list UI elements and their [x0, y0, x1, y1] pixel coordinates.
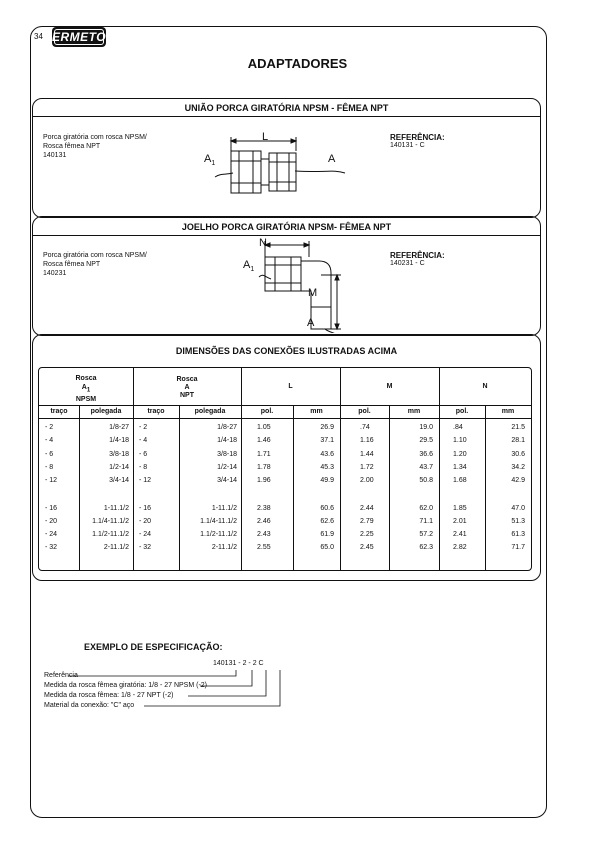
table-cell: 1.1/4-11.1/2: [200, 517, 237, 525]
table-cell: 1/4-18: [217, 437, 237, 445]
table-cell: 30.6: [511, 450, 525, 458]
table-cell: - 20: [139, 517, 152, 525]
table-cell: 71.7: [511, 544, 525, 552]
section-joelho: [32, 216, 541, 336]
table-cell: 21.5: [511, 424, 525, 431]
table-cell: 2-11.1/2: [211, 544, 237, 552]
table-cell: 62.0: [419, 504, 433, 512]
table-cell: 42.9: [511, 477, 525, 485]
table-cell: 19.0: [419, 424, 433, 431]
table-cell: 2.45: [360, 544, 374, 552]
table-cell: 1.1/4-11.1/2: [92, 517, 129, 525]
table-cell: - 12: [45, 477, 58, 485]
table-cell: - 4: [139, 437, 148, 445]
table-cell: 2.79: [360, 517, 374, 525]
header-n: N: [482, 383, 488, 390]
dimensions-table: [38, 367, 532, 571]
header-m: M: [386, 383, 393, 390]
table-cell: 2-11.1/2: [103, 544, 129, 552]
reference-label: REFERÊNCIA:: [390, 133, 445, 142]
table-cell: 2.00: [360, 477, 374, 485]
section-dimensoes-title: DIMENSÕES DAS CONEXÕES ILUSTRADAS ACIMA: [175, 346, 398, 356]
subheader-mm: mm: [310, 408, 323, 415]
table-cell: 1.85: [453, 504, 467, 512]
table-cell: 43.6: [320, 450, 334, 458]
section-uniao-reference: [390, 133, 445, 149]
dim-a-label: A: [307, 317, 315, 329]
table-cell: 1.46: [257, 437, 271, 445]
table-cell: 61.9: [320, 531, 334, 539]
dim-a-label: A: [328, 153, 336, 165]
table-cell: - 2: [45, 424, 54, 431]
reference-value: 140131 - C: [390, 142, 425, 149]
table-cell: 34.2: [511, 463, 525, 471]
table-cell: 2.82: [453, 544, 467, 552]
table-cell: 2.46: [257, 517, 271, 525]
table-cell: - 32: [139, 544, 152, 552]
desc-line: 140131: [43, 152, 67, 159]
header-divider: [39, 418, 531, 419]
table-cell: 1.68: [453, 477, 467, 485]
table-cell: 61.3: [511, 531, 525, 539]
table-cell: 1.72: [360, 463, 374, 471]
example-line-material: Material da conexão: "C" aço: [44, 702, 135, 709]
table-cell: 1-11.1/2: [103, 504, 129, 512]
table-cell: - 20: [45, 517, 58, 525]
section-joelho-title: JOELHO PORCA GIRATÓRIA NPSM- FÊMEA NPT: [181, 222, 392, 232]
table-cell: 1/4-18: [109, 437, 129, 445]
example-line-female-thread: Medida da rosca fêmea: 1/8 - 27 NPT (-2): [44, 692, 174, 699]
reference-label: REFERÊNCIA:: [390, 251, 445, 260]
union-fitting-drawing: [193, 127, 373, 207]
section-joelho-reference: [390, 251, 445, 267]
example-code: 140131 - 2 - 2 C: [213, 660, 264, 667]
table-cell: 51.3: [511, 517, 525, 525]
subheader-mm: mm: [407, 408, 421, 415]
table-cell: 1.1/2-11.1/2: [200, 531, 237, 539]
subheader-polegada: polegada: [194, 408, 226, 415]
subheader-pol: pol.: [260, 408, 274, 415]
ermeto-logo: ERMETO: [52, 27, 106, 47]
table-cell: 60.6: [320, 504, 334, 512]
table-cell: 2.01: [453, 517, 467, 525]
table-cell: 1/8-27: [217, 424, 237, 431]
table-cell: 1.1/2-11.1/2: [92, 531, 129, 539]
table-cell: 2.41: [453, 531, 467, 539]
table-cell: 1.96: [257, 477, 271, 485]
desc-line: Porca giratória com rosca NPSM/: [43, 252, 147, 259]
header-rosca-a: Rosca A NPT: [176, 376, 198, 399]
table-cell: 1.16: [360, 437, 374, 445]
divider: [33, 235, 540, 236]
page-title: ADAPTADORES: [247, 56, 348, 71]
page-number: 34: [34, 32, 43, 41]
table-cell: 50.8: [419, 477, 433, 485]
table-cell: 3/8-18: [109, 450, 129, 458]
reference-value: 140231 - C: [390, 260, 425, 267]
desc-line: 140231: [43, 270, 67, 277]
table-cell: 2.43: [257, 531, 271, 539]
table-cell: 1.78: [257, 463, 271, 471]
table-cell: 2.55: [257, 544, 271, 552]
table-cell: - 8: [45, 463, 54, 471]
table-cell: .74: [360, 424, 370, 431]
table-cell: 2.38: [257, 504, 271, 512]
table-cell: 3/8-18: [217, 450, 237, 458]
dim-a1-label: $A_1$: [243, 259, 255, 274]
elbow-fitting-drawing: [213, 237, 373, 333]
table-cell: - 4: [45, 437, 54, 445]
table-cell: - 24: [139, 531, 152, 539]
table-cell: 1.05: [257, 424, 271, 431]
table-cell: 49.9: [320, 477, 334, 485]
table-cell: 36.6: [419, 450, 433, 458]
table-cell: 1-11.1/2: [211, 504, 237, 512]
table-cell: 26.9: [320, 424, 334, 431]
table-cell: 43.7: [419, 463, 433, 471]
dim-l-label: L: [262, 131, 269, 143]
table-cell: 29.5: [419, 437, 433, 445]
header-divider: [39, 405, 531, 406]
divider: [33, 116, 540, 117]
table-cell: 28.1: [511, 437, 525, 445]
table-cell: - 16: [45, 504, 58, 512]
table-cell: - 6: [139, 450, 148, 458]
table-cell: - 2: [139, 424, 148, 431]
table-cell: - 6: [45, 450, 54, 458]
table-cell: 1/2-14: [109, 463, 129, 471]
desc-line: Rosca fêmea NPT: [43, 143, 101, 150]
subheader-polegada: polegada: [90, 408, 122, 415]
subheader-pol: pol.: [358, 408, 371, 415]
table-cell: 2.25: [360, 531, 374, 539]
dim-a1-label: $A_1$: [204, 153, 216, 168]
table-cell: - 24: [45, 531, 58, 539]
subheader-mm: mm: [501, 408, 515, 415]
header-l: L: [288, 383, 293, 390]
table-cell: 37.1: [320, 437, 334, 445]
table-cell: 1.34: [453, 463, 467, 471]
table-cell: 1.10: [453, 437, 467, 445]
example-line-swivel-thread: Medida da rosca fêmea giratória: 1/8 - 27 NPSM (-2): [44, 682, 208, 689]
table-cell: 3/4-14: [109, 477, 129, 485]
table-cell: 45.3: [320, 463, 334, 471]
table-cell: - 8: [139, 463, 148, 471]
dim-m-label: M: [308, 287, 318, 299]
table-cell: 1/8-27: [109, 424, 129, 431]
table-cell: 62.3: [419, 544, 433, 552]
dim-n-label: N: [259, 237, 267, 249]
table-cell: 62.6: [320, 517, 334, 525]
table-cell: 1.44: [360, 450, 374, 458]
table-cell: 1.20: [453, 450, 467, 458]
section-uniao-description: [43, 133, 147, 160]
table-cell: - 32: [45, 544, 58, 552]
desc-line: Rosca fêmea NPT: [43, 261, 101, 268]
table-cell: 1.71: [257, 450, 271, 458]
table-cell: 57.2: [419, 531, 433, 539]
table-cell: 71.1: [419, 517, 433, 525]
table-cell: 3/4-14: [217, 477, 237, 485]
table-cell: - 16: [139, 504, 152, 512]
table-cell: .84: [453, 424, 463, 431]
example-title: EXEMPLO DE ESPECIFICAÇÃO:: [84, 642, 223, 652]
desc-line: Porca giratória com rosca NPSM/: [43, 134, 147, 141]
table-cell: 1/2-14: [217, 463, 237, 471]
section-uniao-title: UNIÃO PORCA GIRATÓRIA NPSM - FÊMEA NPT: [184, 103, 389, 113]
table-cell: - 12: [139, 477, 152, 485]
header-rosca-a1: Rosca $A_1$ NPSM: [75, 375, 97, 404]
table-cell: 65.0: [320, 544, 334, 552]
subheader-traco: traço: [50, 408, 68, 415]
subheader-traco: traço: [147, 408, 165, 415]
section-joelho-description: [43, 251, 147, 278]
subheader-pol: pol.: [455, 408, 469, 415]
section-uniao: [32, 98, 541, 218]
table-cell: 47.0: [511, 504, 525, 512]
example-line-reference: Referência: [44, 672, 78, 679]
table-cell: 2.44: [360, 504, 374, 512]
